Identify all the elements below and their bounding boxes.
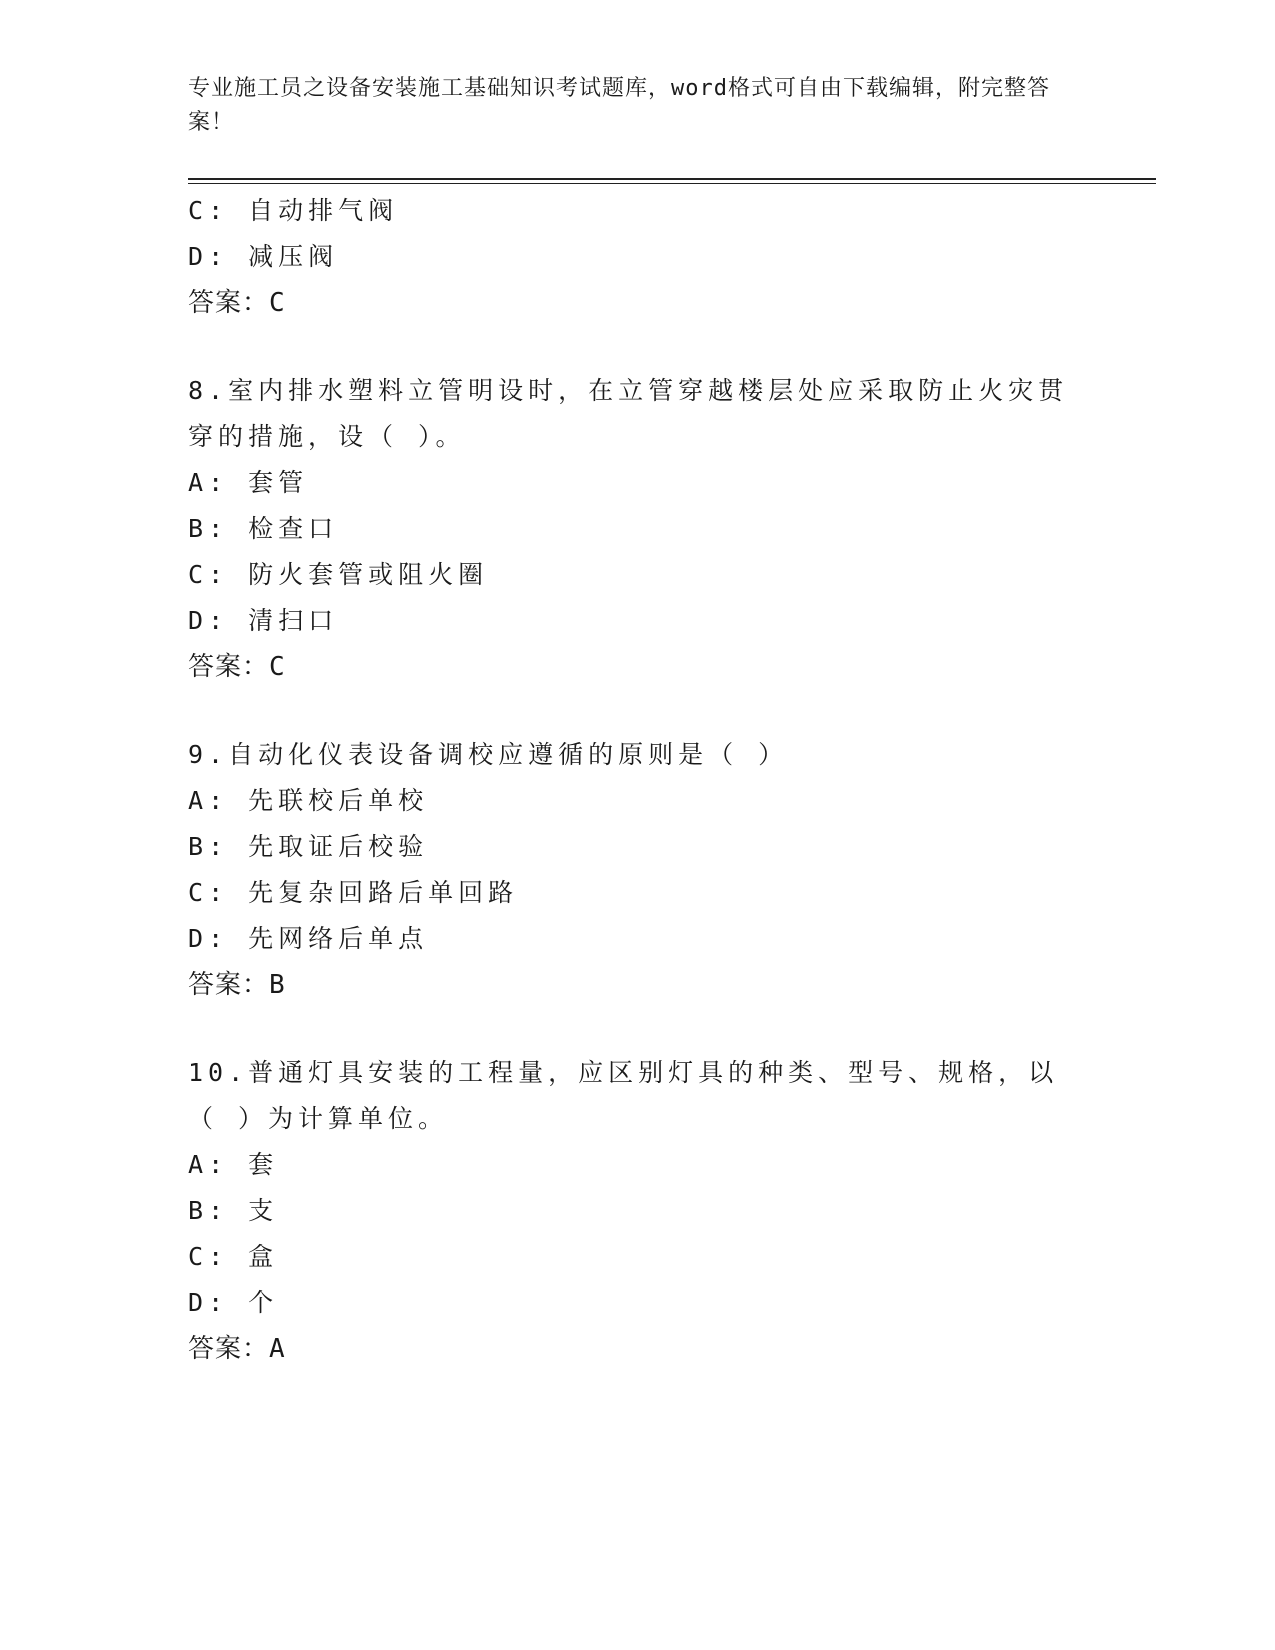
option-key: B <box>188 832 209 861</box>
option-key: D <box>188 242 209 271</box>
option-text: 清扫口 <box>248 606 339 635</box>
answer-label: 答案： <box>188 1334 270 1364</box>
option-text: 盒 <box>248 1242 279 1271</box>
continued-question <box>188 188 1088 326</box>
option-line: D: 清扫口 <box>188 606 339 635</box>
question-text: 室内排水塑料立管明设时，在立管穿越楼层处应采取防止火灾贯穿的措施，设（ ）。 <box>188 376 1069 451</box>
answer-line <box>188 644 1088 690</box>
answer-label: 答案： <box>188 970 270 1000</box>
question-number: 9. <box>188 740 229 769</box>
question-block <box>188 732 1088 1008</box>
option-line: B: 支 <box>188 1196 279 1225</box>
option-text: 先复杂回路后单回路 <box>248 878 519 907</box>
option-line: B: 检查口 <box>188 514 339 543</box>
answer-label: 答案： <box>188 288 270 318</box>
option-line: B: 先取证后校验 <box>188 832 429 861</box>
option-key: C <box>188 196 209 225</box>
option-key: A <box>188 468 209 497</box>
question-content <box>188 188 1088 1372</box>
option-text: 支 <box>248 1196 279 1225</box>
option-line: D: 个 <box>188 1288 279 1317</box>
option-text: 先联校后单校 <box>248 786 429 815</box>
question-block <box>188 1050 1088 1372</box>
option-key: C <box>188 560 209 589</box>
document-header: 专业施工员之设备安装施工基础知识考试题库，word格式可自由下载编辑，附完整答案！ <box>188 76 1050 135</box>
option-line: D: 先网络后单点 <box>188 924 429 953</box>
answer-value: C <box>269 288 286 318</box>
answer-label: 答案： <box>188 652 270 682</box>
option-text: 自动排气阀 <box>248 196 399 225</box>
option-key: D <box>188 924 209 953</box>
option-line: A: 套 <box>188 1150 279 1179</box>
question-number: 10. <box>188 1058 249 1087</box>
option-line: C: 盒 <box>188 1242 279 1271</box>
option-key: B <box>188 1196 209 1225</box>
question-block <box>188 368 1088 690</box>
option-text: 套管 <box>248 468 309 497</box>
option-line: D: 减压阀 <box>188 242 339 271</box>
option-key: B <box>188 514 209 543</box>
question-number: 8. <box>188 376 229 405</box>
option-text: 检查口 <box>248 514 339 543</box>
option-text: 防火套管或阻火圈 <box>248 560 489 589</box>
answer-line <box>188 962 1088 1008</box>
answer-value: B <box>269 970 286 1000</box>
option-key: A <box>188 1150 209 1179</box>
answer-value: C <box>269 652 286 682</box>
question-stem <box>188 368 1088 460</box>
option-key: C <box>188 1242 209 1271</box>
option-key: A <box>188 786 209 815</box>
option-line: A: 套管 <box>188 468 309 497</box>
question-text: 普通灯具安装的工程量，应区别灯具的种类、型号、规格，以（ ）为计算单位。 <box>188 1058 1059 1133</box>
option-line: C: 自动排气阀 <box>188 196 399 225</box>
answer-line <box>188 280 1088 326</box>
option-line: A: 先联校后单校 <box>188 786 429 815</box>
option-text: 个 <box>248 1288 279 1317</box>
option-text: 先网络后单点 <box>248 924 429 953</box>
question-stem <box>188 732 1088 778</box>
option-key: C <box>188 878 209 907</box>
answer-line <box>188 1326 1088 1372</box>
header-divider-thick <box>188 178 1156 180</box>
option-text: 减压阀 <box>248 242 339 271</box>
question-stem <box>188 1050 1088 1142</box>
option-line: C: 防火套管或阻火圈 <box>188 560 489 589</box>
option-text: 套 <box>248 1150 279 1179</box>
header-divider-thin <box>188 183 1156 184</box>
question-text: 自动化仪表设备调校应遵循的原则是（ ） <box>228 740 789 769</box>
option-text: 先取证后校验 <box>248 832 429 861</box>
option-line: C: 先复杂回路后单回路 <box>188 878 519 907</box>
answer-value: A <box>269 1334 286 1364</box>
option-key: D <box>188 606 209 635</box>
option-key: D <box>188 1288 209 1317</box>
